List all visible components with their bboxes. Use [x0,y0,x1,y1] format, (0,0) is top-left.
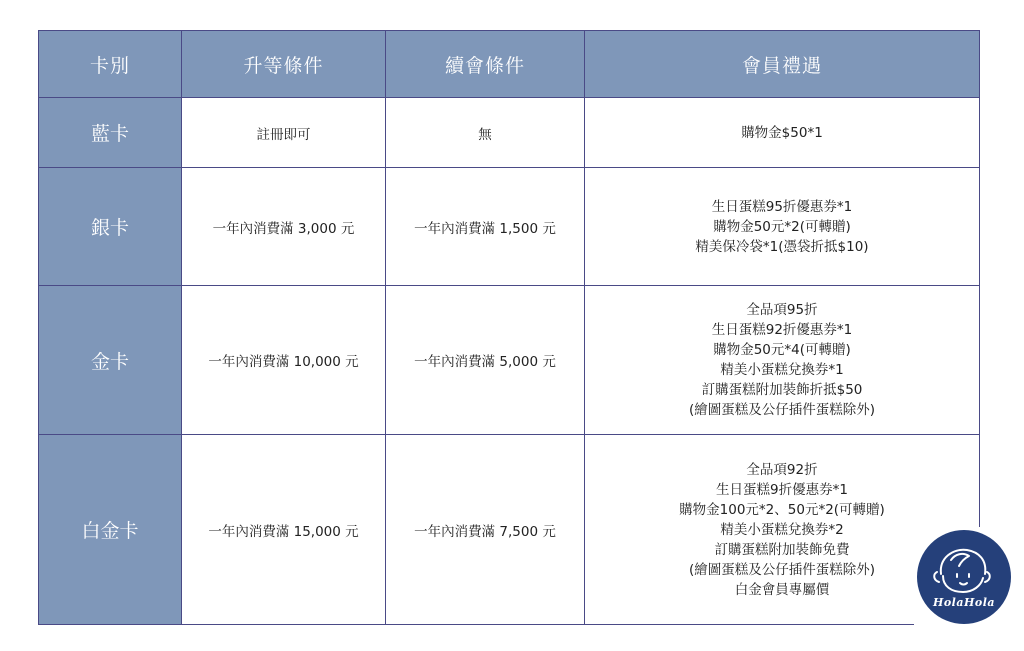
benefit-item: (繪圖蛋糕及公仔插件蛋糕除外) [688,561,876,578]
table-row-gold-card [39,286,980,435]
renewal-condition-cell: 一年內消費滿 5,000 元 [386,286,585,435]
header-member-benefits: 會員禮遇 [585,31,980,98]
benefits-cell [585,168,980,286]
card-name-cell: 白金卡 [39,435,182,625]
upgrade-condition-cell: 一年內消費滿 15,000 元 [182,435,386,625]
membership-tier-table [38,30,980,625]
benefit-item: 訂購蛋糕附加裝飾免費 [714,541,850,558]
benefit-item: 購物金$50*1 [741,124,823,141]
table-row-silver-card [39,168,980,286]
header-renewal-condition: 續會條件 [386,31,585,98]
benefits-cell [585,98,980,168]
benefit-item: 精美小蛋糕兌換券*1 [720,362,844,378]
upgrade-condition-cell: 一年內消費滿 3,000 元 [182,168,386,286]
header-row [39,31,980,98]
holahola-logo [914,527,1014,627]
card-name-cell: 藍卡 [39,98,182,168]
table-row-blue-card [39,98,980,168]
logo-badge [917,530,1011,624]
benefit-item: 精美小蛋糕兌換券*2 [720,521,844,538]
renewal-condition-cell: 一年內消費滿 1,500 元 [386,168,585,286]
upgrade-condition-cell: 註冊即可 [182,98,386,168]
header-upgrade-condition: 升等條件 [182,31,386,98]
table-row-platinum-card [39,435,980,625]
benefit-item: 全品項92折 [746,461,818,478]
benefit-item: 訂購蛋糕附加裝飾折抵$50 [701,382,863,398]
benefit-item: 白金會員專屬價 [734,581,830,598]
benefit-item: 生日蛋糕9折優惠券*1 [716,481,848,498]
benefit-item: (繪圖蛋糕及公仔插件蛋糕除外) [688,402,876,418]
renewal-condition-cell: 一年內消費滿 7,500 元 [386,435,585,625]
benefit-item: 精美保冷袋*1(憑袋折抵$10) [695,238,869,255]
upgrade-condition-cell: 一年內消費滿 10,000 元 [182,286,386,435]
benefit-item: 購物金50元*4(可轉贈) [713,342,851,358]
logo-face-icon [917,530,1011,624]
header-card-type: 卡別 [39,31,182,98]
benefit-item: 全品項95折 [746,302,818,318]
card-name-cell: 金卡 [39,286,182,435]
benefit-item: 購物金100元*2、50元*2(可轉贈) [679,501,885,518]
logo-wordmark: HolaHola [932,596,996,609]
benefit-item: 生日蛋糕95折優惠券*1 [711,198,853,215]
card-name-cell: 銀卡 [39,168,182,286]
benefit-item: 購物金50元*2(可轉贈) [713,218,851,235]
benefits-cell [585,286,980,435]
benefit-item: 生日蛋糕92折優惠券*1 [711,322,853,338]
renewal-condition-cell: 無 [386,98,585,168]
